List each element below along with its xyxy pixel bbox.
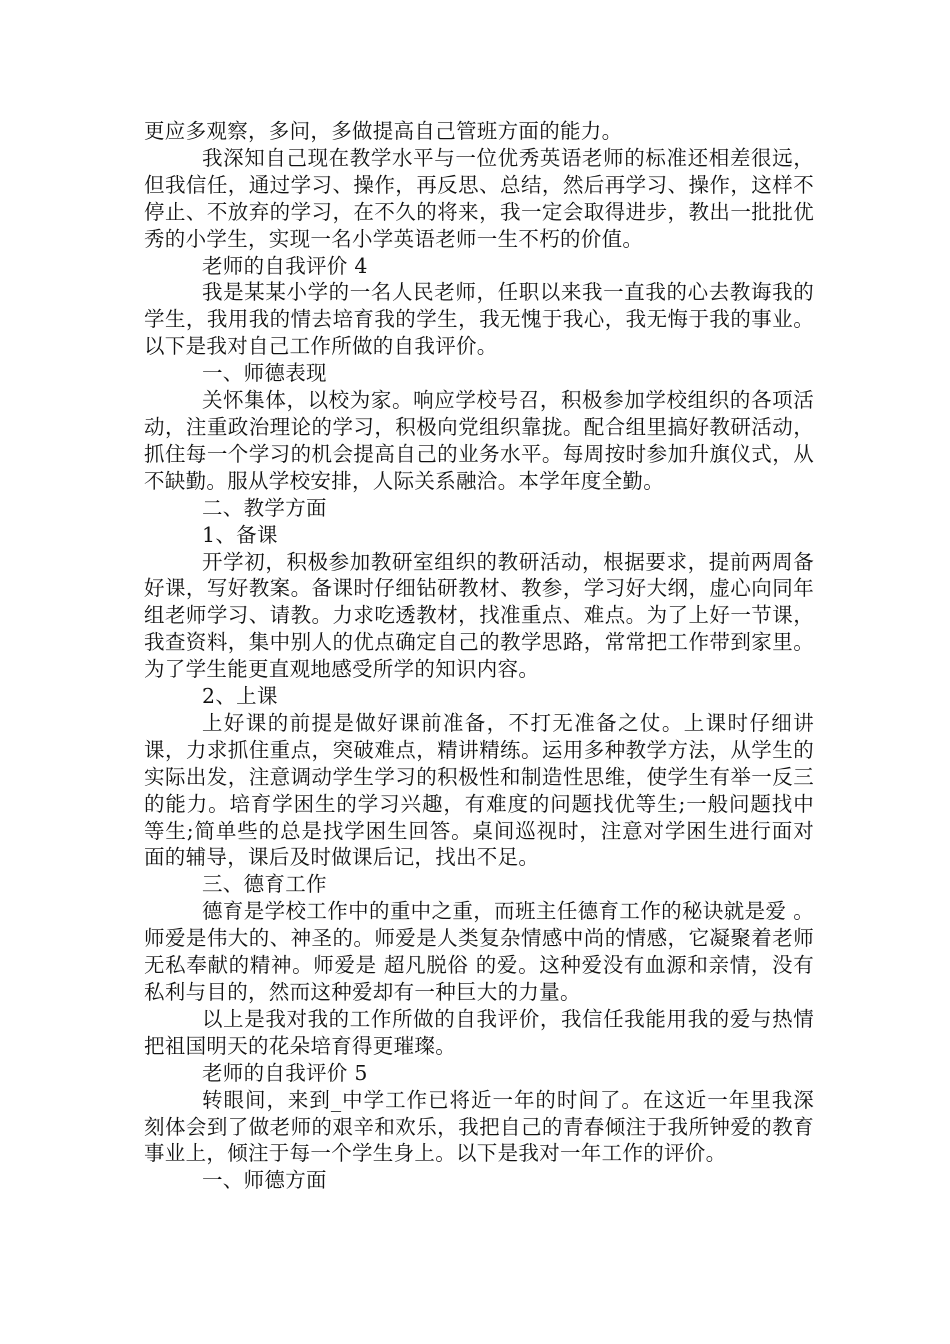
section-heading: 一、师德表现 bbox=[202, 361, 327, 386]
section-heading: 三、德育工作 bbox=[202, 872, 327, 897]
paragraph: 德育是学校工作中的重中之重，而班主任德育工作的秘诀就是爱 。师爱是伟大的、神圣的。师爱是人类复杂情感中尚的情感，它凝聚着老师无私奉献的精神。师爱是 超凡脱俗 的爱。这种爱没有血源和亲情，没有私利与目的，然而这种爱却有一种巨大的力量。 bbox=[144, 899, 814, 1004]
paragraph: 上好课的前提是做好课前准备，不打无准备之仗。上课时仔细讲课，力求抓住重点，突破难点，精讲精练。运用多种教学方法，从学生的实际出发，注意调动学生学习的积极性和制造性思维，使学生有举一反三的能力。培育学困生的学习兴趣，有难度的问题找优等生;一般问题找中等生;简单些的总是找学困生回答。桌间巡视时，注意对学困生进行面对面的辅导，课后及时做课后记，找出不足。 bbox=[144, 710, 814, 870]
paragraph: 以上是我对我的工作所做的自我评价，我信任我能用我的爱与热情把祖国明天的花朵培育得更璀璨。 bbox=[144, 1006, 814, 1058]
paragraph: 更应多观察，多问，多做提高自己管班方面的能力。 bbox=[144, 119, 623, 143]
paragraph: 我是某某小学的一名人民老师，任职以来我一直我的心去教诲我的学生，我用我的情去培育我的学生，我无愧于我心，我无悔于我的事业。以下是我对自己工作所做的自我评价。 bbox=[144, 280, 814, 359]
section-heading: 一、师德方面 bbox=[202, 1168, 327, 1193]
paragraph: 开学初，积极参加教研室组织的教研活动，根据要求，提前两周备好课，写好教案。备课时仔细钻研教材、教参，学习好大纲，虚心向同年组老师学习、请教。力求吃透教材，找准重点、难点。为了上好一节课，我查资料，集中别人的优点确定自己的教学思路，常常把工作带到家里。为了学生能更直观地感受所学的知识内容。 bbox=[144, 549, 814, 682]
subsection-heading: 2、上课 bbox=[202, 684, 278, 709]
paragraph: 关怀集体，以校为家。响应学校号召，积极参加学校组织的各项活动，注重政治理论的学习，积极向党组织靠拢。配合组里搞好教研活动，抓住每一个学习的机会提高自己的业务水平。每周按时参加升旗仪式，从不缺勤。服从学校安排，人际关系融洽。本学年度全勤。 bbox=[144, 388, 814, 493]
subsection-heading: 1、备课 bbox=[202, 522, 278, 547]
paragraph: 我深知自己现在教学水平与一位优秀英语老师的标准还相差很远，但我信任，通过学习、操作，再反思、总结，然后再学习、操作，这样不停止、不放弃的学习，在不久的将来，我一定会取得进步，教出一批批优秀的小学生，实现一名小学英语老师一生不朽的价值。 bbox=[144, 145, 814, 251]
paragraph: 转眼间，来到_中学工作已将近一年的时间了。在这近一年里我深刻体会到了做老师的艰辛和欢乐，我把自己的青春倾注于我所钟爱的教育事业上，倾注于每一个学生身上。以下是我对一年工作的评价。 bbox=[144, 1087, 814, 1166]
section-heading: 老师的自我评价 4 bbox=[202, 253, 368, 278]
section-heading: 老师的自我评价 5 bbox=[202, 1060, 368, 1085]
section-heading: 二、教学方面 bbox=[202, 495, 327, 520]
document-page bbox=[144, 118, 814, 1194]
